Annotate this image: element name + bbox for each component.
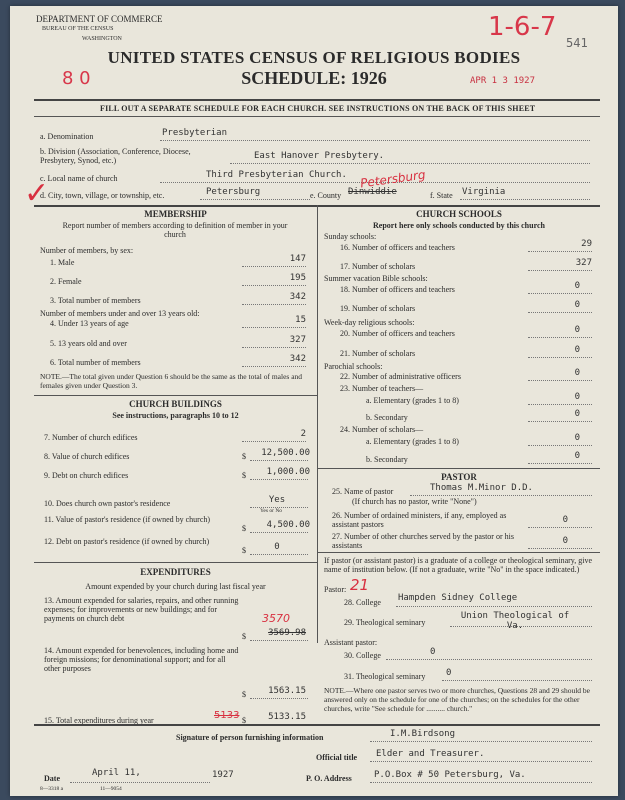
county-label: e. County [310,191,342,200]
county-correction: Petersburg [359,167,427,191]
q13-correction: 3570 [262,612,290,625]
q24a-value: 0 [574,433,580,443]
q28-value: Hampden Sidney College [398,593,518,603]
q19-value: 0 [574,300,580,310]
q22-value: 0 [574,368,580,378]
yes-or-no-hint: Yes or No [260,508,283,514]
local-name-value: Third Presbyterian Church. [206,170,347,180]
q24a-line [528,445,592,446]
date-value: April 11, [92,768,141,778]
residence-own-value: Yes [268,495,286,505]
header-rule [34,99,600,101]
po-address-line [370,782,592,783]
red-note-21: 21 [350,576,370,594]
residence-value-label: 11. Value of pastor's residence (if owned by church) [44,515,211,524]
q19-line [528,312,592,313]
residence-debt-line [250,554,308,555]
q17-value: 327 [575,258,592,268]
graduate-rule [318,552,600,553]
bureau-name: BUREAU OF THE CENSUS [42,26,114,32]
q24b-label: b. Secondary [366,455,408,464]
weekday-schools-label: Week-day religious schools: [324,318,415,327]
female-value: 195 [289,273,306,283]
edifice-debt-value: 1,000.00 [266,467,310,477]
q18-label: 18. Number of officers and teachers [340,285,455,294]
q16-value: 29 [581,239,592,249]
division-value: East Hanover Presbytery. [254,151,385,161]
buildings-rule [34,395,317,396]
q22-line [528,380,592,381]
department-header [36,14,162,44]
q25-note: (If church has no pastor, write "None") [352,497,477,506]
official-title-line [370,761,592,762]
q15-correction: 5133 [214,710,240,721]
membership-note: NOTE.—The total given under Question 6 should be the same as the total of males and females given under Question 3. [40,372,303,390]
q14-label: 14. Amount expended for benevolences, including home and foreign missions; for denominational support; and for all other purposes [44,646,239,673]
q21-value: 0 [574,345,580,355]
total-members-value: 342 [289,292,306,302]
q23-label: 23. Number of teachers— [340,384,424,393]
schools-heading: CHURCH SCHOOLS [416,209,502,219]
q30-label: 30. College [344,651,381,660]
q15-label: 15. Total expenditures during year [44,716,154,725]
form-code: 8—3318 a [40,786,64,792]
q18-value: 0 [574,281,580,291]
under-13-value: 15 [295,315,306,325]
q14-value: 1563.15 [268,686,306,696]
q29-value: Union Theological of Va. [460,611,570,631]
q24a-label: a. Elementary (grades 1 to 8) [366,437,459,446]
date-label: Date [44,774,60,783]
denomination-label: a. Denomination [40,132,94,141]
female-line [242,285,306,286]
total-members-label: 3. Total number of members [50,296,141,305]
pastor-rule [318,468,600,469]
assistant-pastor-label: Assistant pastor: [324,638,378,647]
q26-label: 26. Number of ordained ministers, if any, employed as assistant pastors [332,511,507,529]
q23a-value: 0 [574,392,580,402]
pastor-note: NOTE.—Where one pastor serves two or more churches, Questions 28 and 29 should be answered only on the schedule for one of the churches; on the schedules for the other churches, write "See schedule for .......... church." [324,686,590,713]
q18-line [528,293,592,294]
q28-line [396,606,592,607]
q21-line [528,357,592,358]
expenditures-rule [34,562,317,563]
over-13-value: 327 [289,335,306,345]
state-label: f. State [430,191,453,200]
q13-line [250,640,308,641]
po-address-label: P. O. Address [306,774,352,783]
edifices-line [242,441,306,442]
footer-rule [34,724,600,726]
state-line [460,199,590,200]
department-name: DEPARTMENT OF COMMERCE [36,14,163,24]
q21-label: 21. Number of scholars [340,349,416,358]
schedule-title: SCHEDULE: 1926 [241,68,387,88]
buildings-sub: See instructions, paragraphs 10 to 12 [112,411,239,420]
print-code: 11—9054 [100,786,122,792]
buildings-heading: CHURCH BUILDINGS [129,399,222,409]
county-value: Dinwiddie [348,187,397,197]
pastor-label: Pastor: [324,585,347,594]
q15-value: 5133.15 [268,712,306,722]
city-label: d. City, town, village, or township, etc. [40,191,165,200]
expenditures-sub: Amount expended by your church during last fiscal year [85,582,266,591]
q23b-value: 0 [574,409,580,419]
edifices-value: 2 [300,429,306,439]
stamp-code: 541 [566,36,588,50]
male-value: 147 [289,254,306,264]
received-date-stamp: APR 1 3 1927 [470,76,536,86]
denomination-value: Presbyterian [162,128,228,138]
q27-label: 27. Number of other churches served by the pastor or his assistants [332,532,514,550]
state-value: Virginia [462,187,506,197]
q19-label: 19. Number of scholars [340,304,416,313]
signature-value: I.M.Birdsong [390,729,456,739]
q24-label: 24. Number of scholars— [340,425,424,434]
q22-label: 22. Number of administrative officers [340,372,461,381]
red-check-mark: ✓ [24,176,50,211]
membership-instruction: Report number of members according to definition of member in your church [62,221,288,239]
schools-sub: Report here only schools conducted by this church [373,221,545,230]
total-members-line [242,304,306,305]
q29-label: 29. Theological seminary [344,618,426,627]
q23b-label: b. Secondary [366,413,408,422]
q27-value: 0 [562,536,568,546]
male-line [242,266,306,267]
edifice-value-label: 8. Value of church edifices [44,452,130,461]
q20-label: 20. Number of officers and teachers [340,329,455,338]
q16-line [528,251,592,252]
instruction-line: FILL OUT A SEPARATE SCHEDULE FOR EACH CHURCH. SEE INSTRUCTIONS ON THE BACK OF THIS SHEET [100,104,536,113]
signature-line [370,741,592,742]
form-title: UNITED STATES CENSUS OF RELIGIOUS BODIES [107,48,521,67]
q20-line [528,337,592,338]
male-label: 1. Male [50,258,75,267]
q13-value: 3569.98 [268,628,306,638]
census-schedule-sheet: DEPARTMENT OF COMMERCE BUREAU OF THE CENSUS WASHINGTON 1-6-7 541 UNITED STATES CENSUS OF RELIGIOUS BODIES 8 0 SCHEDULE: 1926 APR 1 3 1927 FILL OUT A SEPARATE SCHEDULE FOR EACH CHURCH. SEE INSTRUCTIONS ON THE BACK OF THIS SHEET a. Denomination Presbyterian b. Division (Association, Conference, Diocese, Presbytery, Synod, etc.) East Hanover Presbytery. c. Local name of church Third Presbyterian Church. d. City, town, village, or township, etc. Petersburg e. County Dinwiddie Petersburg f. State Virginia ✓ MEMBERSHIP Report number of members according to definition of member in your church Number of members, by sex: 1. Male 147 2. Female 195 3. Total number of members 342 Number of members under and over 13 years old: 4. Under 13 years of age 15 5. 13 years old and over 327 6. Total number of members 342 NOTE.—The total given under Question 6 should be the same as the total of males and females given under Question 3. CHURCH BUILDINGS See instructions, paragraphs 10 to 12 7. Number of church edifices 2 8. Value of church edifices $ 12,500.00 9. Debt on church edifices $ 1,000.00 10. Does church own pastor's residence Yes Yes or No 11. Value of pastor's residence (if owned by church) $ 4,500.00 12. Debt on pastor's residence (if owned by church) $ 0 EXPENDITURES Amount expended by your church during last fiscal year 13. Amount expended for salaries, repairs, and other running expenses; for improvements or new buildings; and for payments on church debt 3570 $ 3569.98 14. Amount expended for benevolences, including home and foreign missions; for denominational support; and for all other purposes $ 1563.15 15. Total expenditures during year $ 5133.15 CHURCH SCHOOLS Report here only schools conducted by this church Sunday schools: 16. Number of officers and teachers 29 17. Number of scholars 327 Summer vacation Bible schools: 18. Number of officers and teachers 0 19. Number of scholars 0 Week-day religious schools: 20. Number of officers and teachers 0 21. Number of scholars 0 Parochial schools: 22. Number of administrative officers 0 23. Number of teachers— a. Elementary (grades 1 to 8) 0 b. Secondary 0 24. Number of scholars— a. Elementary (grades 1 to 8) 0 b. Secondary 0 PASTOR 25. Name of pastor Thomas M.Minor D.D. (If church has no pastor, write "None") 26. Number of ordained ministers, if any, employed as assistant pastors 0 27. Number of other churches served by the pastor or his assistants 0 If pastor (or assistant pastor) is a graduate of a college or theological seminary, give name of institution below. (If not a graduate, write "No" in the space indicated.) Pastor: 21 28. College Hampden Sidney College 29. Theological seminary Union Theological of Va. Assistant pastor: 30. College 0 31. Theological seminary 0 NOTE.—Where one pastor serves two or more churches, Questions 28 and 29 should be answered only on the schedule for one of the churches; on the schedules for the other churches, write "See schedule for .......... church." 5133 Signature of person furnishing information I.M.Birdsong Official title Elder and Treasurer. Date April 11, 1927 P. O. Address P.O.Box # 50 Petersburg, Va. 8—3318 a 11—9054 [10,6,618,796]
edifice-debt-label: 9. Debt on church edifices [44,471,129,480]
instruction-rule [34,116,600,117]
q25-line [410,495,592,496]
division-label: b. Division (Association, Conference, Diocese, Presbytery, Synod, etc.) [40,147,191,165]
city-name: WASHINGTON [82,36,122,42]
edifice-debt-line [250,479,308,480]
residence-own-label: 10. Does church own pastor's residence [44,499,171,508]
q30-value: 0 [430,647,436,657]
q28-label: 28. College [344,598,381,607]
under-13-line [242,327,306,328]
local-name-label: c. Local name of church [40,174,118,183]
under-13-label: 4. Under 13 years of age [50,319,129,328]
q31-value: 0 [446,668,452,678]
expenditures-heading: EXPENDITURES [140,567,211,577]
city-value: Petersburg [206,187,261,197]
q14-line [250,698,308,699]
edifice-value-value: 12,500.00 [261,448,310,458]
residence-debt-value: 0 [274,542,280,552]
q16-label: 16. Number of officers and teachers [340,243,455,252]
handwritten-number: 8 0 [62,68,91,89]
over-13-line [242,347,306,348]
parochial-schools-label: Parochial schools: [324,362,383,371]
q17-line [528,270,592,271]
residence-debt-label: 12. Debt on pastor's residence (if owned by church) [44,537,210,546]
q17-label: 17. Number of scholars [340,262,416,271]
over-13-label: 5. 13 years old and over [50,339,127,348]
q25-value: Thomas M.Minor D.D. [430,483,533,493]
division-line [230,163,590,164]
sunday-schools-label: Sunday schools: [324,232,377,241]
q23a-line [528,404,592,405]
summer-schools-label: Summer vacation Bible schools: [324,274,428,283]
official-title-value: Elder and Treasurer. [376,749,485,759]
denomination-line [160,140,590,141]
total-by-age-line [242,366,306,367]
q26-line [528,527,592,528]
q31-line [442,680,592,681]
pastor-heading: PASTOR [441,472,477,482]
q25-label: 25. Name of pastor [332,487,394,496]
official-title-label: Official title [316,753,358,762]
q26-value: 0 [562,515,568,525]
signature-label: Signature of person furnishing information [176,733,324,742]
q24b-value: 0 [574,451,580,461]
members-by-sex-label: Number of members, by sex: [40,246,134,255]
date-line [70,782,210,783]
q23b-line [528,421,592,422]
city-line [200,199,310,200]
po-address-value: P.O.Box # 50 Petersburg, Va. [374,770,526,780]
members-by-age-label: Number of members under and over 13 years old: [40,309,200,318]
handwritten-code: 1-6-7 [488,12,557,42]
graduate-note: If pastor (or assistant pastor) is a graduate of a college or theological seminary, give name of institution below. (If not a graduate, write "No" in the space indicated.) [324,556,593,574]
residence-value-line [250,532,308,533]
edifice-value-line [250,460,308,461]
female-label: 2. Female [50,277,82,286]
date-year: 1927 [212,770,234,780]
edifices-label: 7. Number of church edifices [44,433,138,442]
total-by-age-value: 342 [289,354,306,364]
residence-value-value: 4,500.00 [266,520,310,530]
q24b-line [528,463,592,464]
column-divider [317,205,318,643]
membership-heading: MEMBERSHIP [144,209,207,219]
q31-label: 31. Theological seminary [344,672,426,681]
q30-line [386,659,592,660]
q20-value: 0 [574,325,580,335]
q13-label: 13. Amount expended for salaries, repairs, and other running expenses; for improvements or new buildings; and for payments on church debt [44,596,239,623]
q23a-label: a. Elementary (grades 1 to 8) [366,396,459,405]
total-by-age-label: 6. Total number of members [50,358,141,367]
q27-line [528,548,592,549]
